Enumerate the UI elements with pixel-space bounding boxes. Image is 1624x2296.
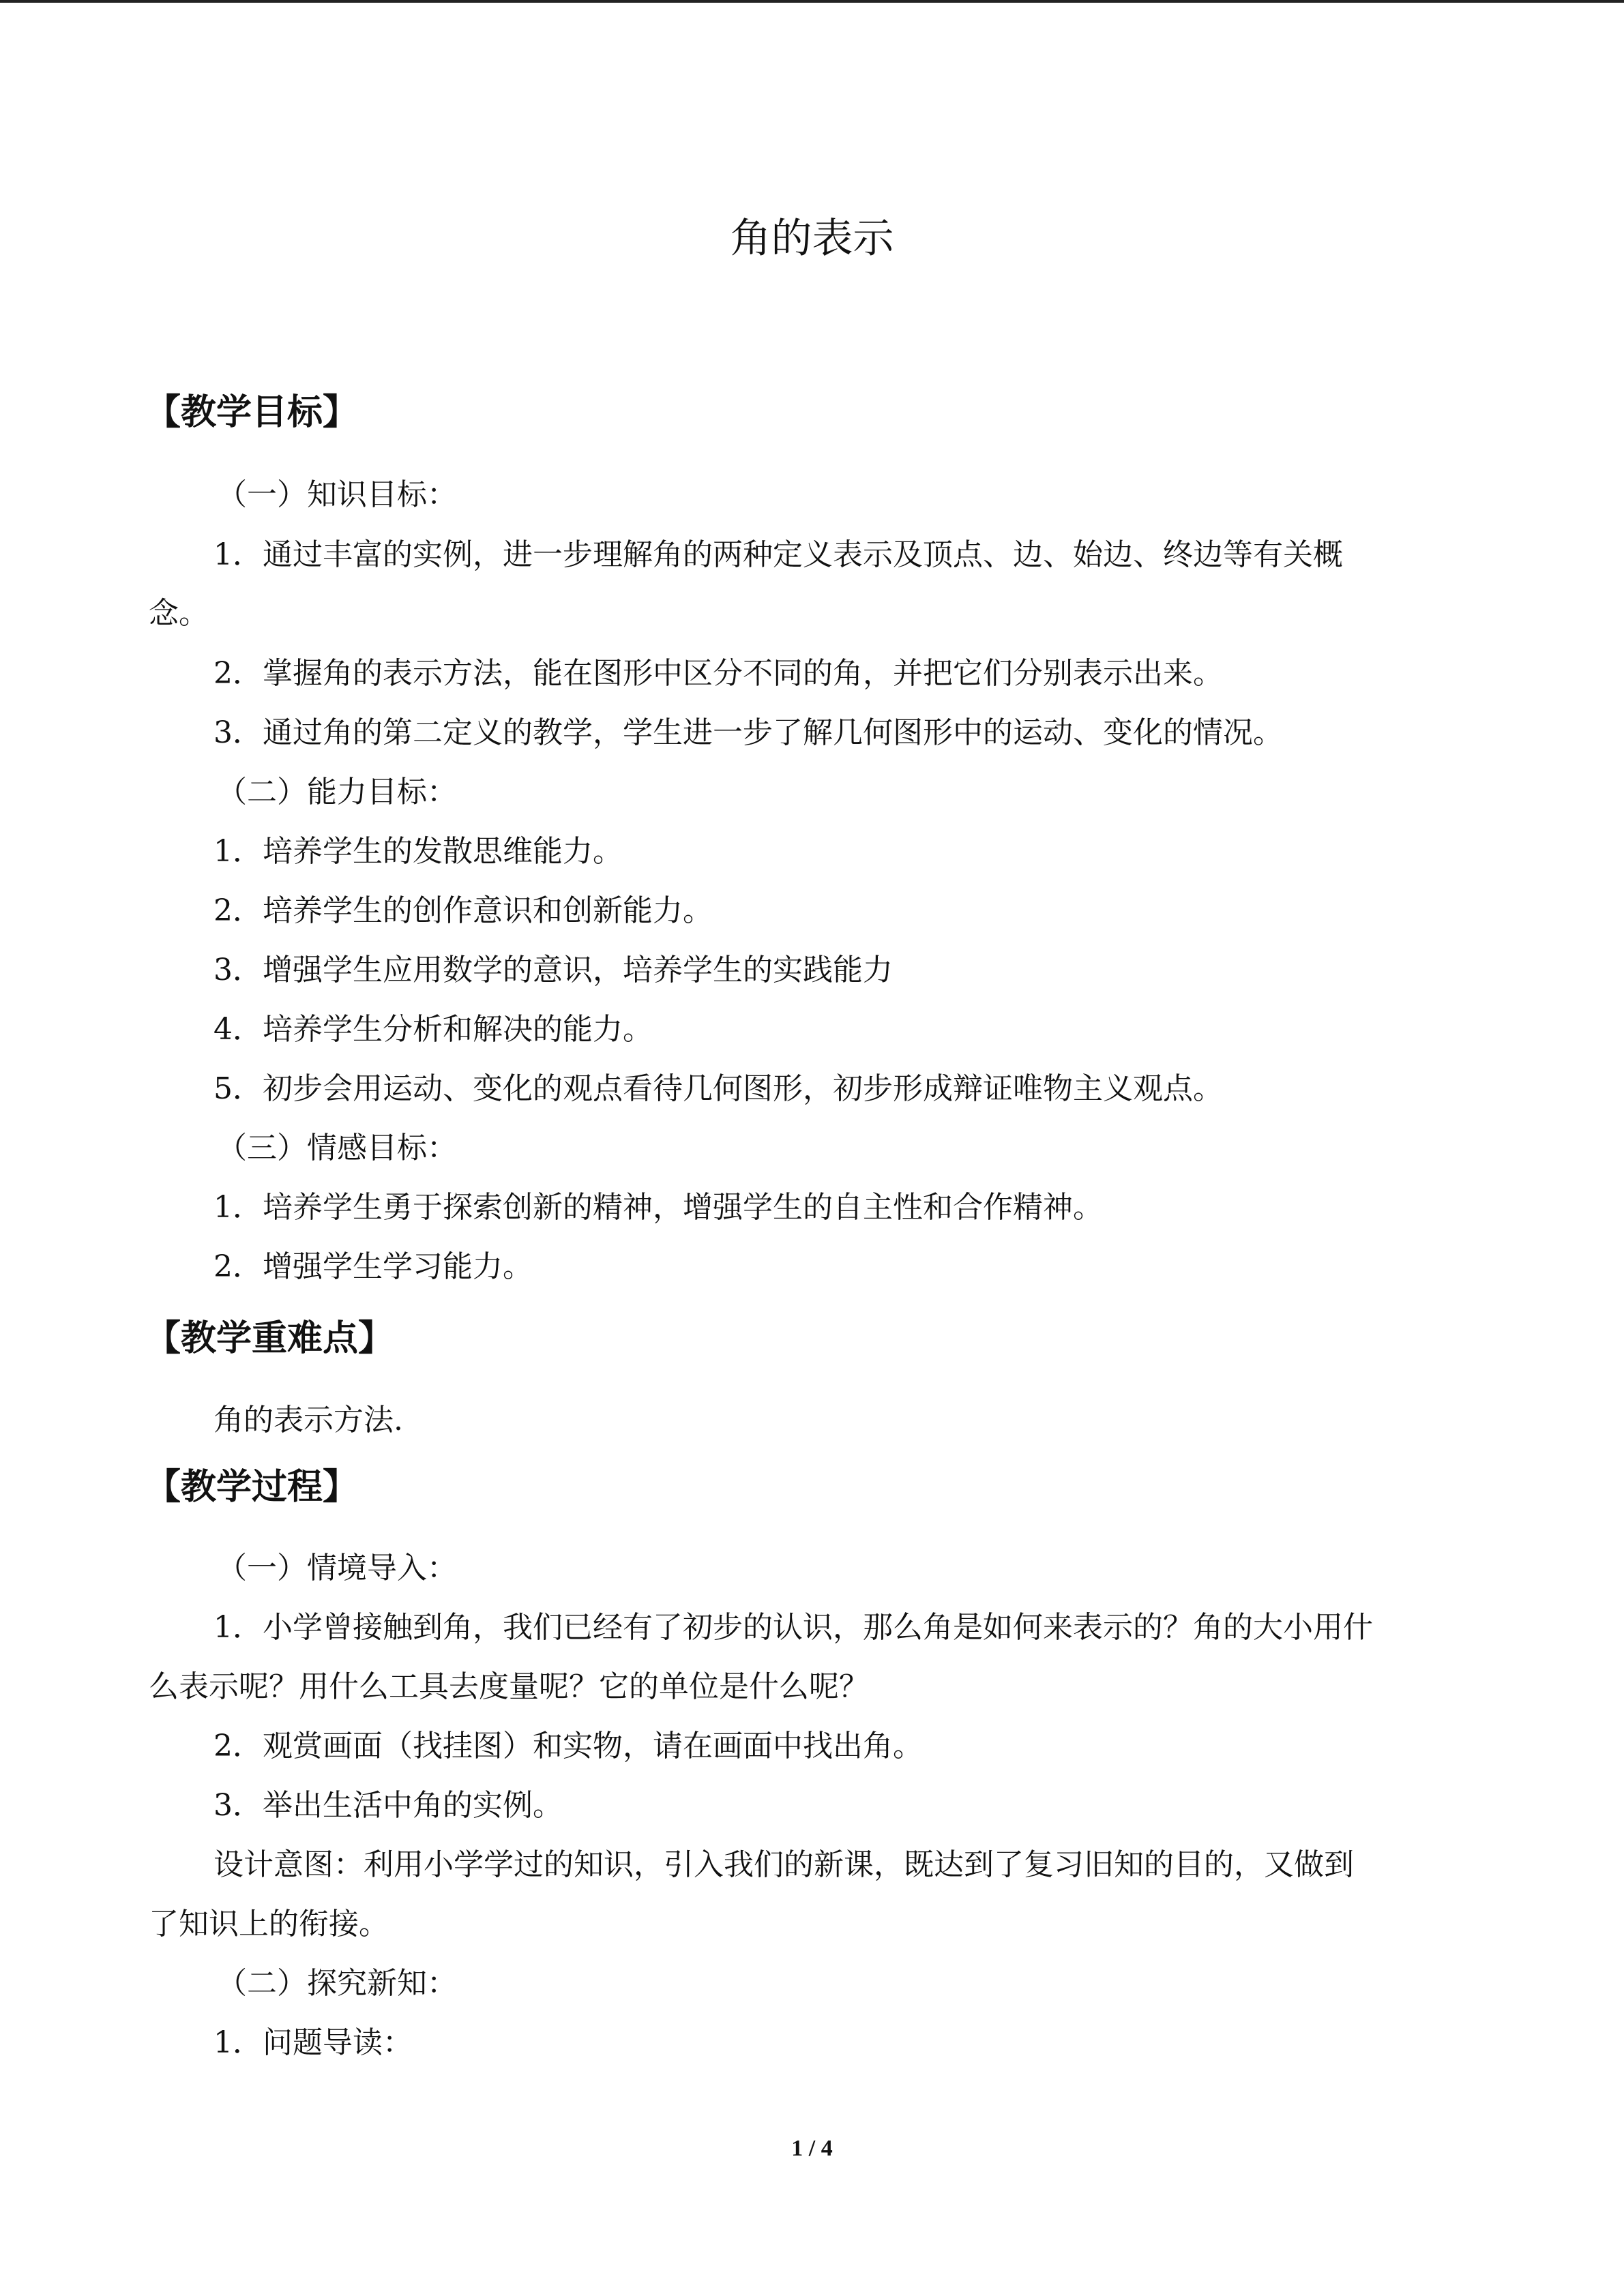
document-title: 角的表示	[730, 215, 894, 263]
emotion-item-1: 1．培养学生勇于探索创新的精神，增强学生的自主性和合作精神。	[213, 1190, 1103, 1225]
knowledge-objectives-label: （一）知识目标：	[217, 477, 457, 512]
ability-item-2: 2．培养学生的创作意识和创新能力。	[213, 893, 713, 928]
intro-item-1-continued: 么表示呢？用什么工具去度量呢？它的单位是什么呢？	[149, 1669, 869, 1704]
explore-item-1: 1．问题导读：	[213, 2025, 413, 2060]
knowledge-item-1: 1．通过丰富的实例，进一步理解角的两种定义表示及顶点、边、始边、终边等有关概	[213, 537, 1343, 572]
emotion-item-2: 2．增强学生学习能力。	[213, 1249, 533, 1284]
intro-label: （一）情境导入：	[217, 1551, 457, 1585]
key-points-text: 角的表示方法.	[213, 1403, 403, 1437]
knowledge-item-2: 2．掌握角的表示方法，能在图形中区分不同的角，并把它们分别表示出来。	[213, 656, 1223, 691]
knowledge-item-3: 3．通过角的第二定义的教学，学生进一步了解几何图形中的运动、变化的情况。	[213, 715, 1283, 750]
ability-item-4: 4．培养学生分析和解决的能力。	[213, 1012, 653, 1047]
section-heading-objectives: 【教学目标】	[145, 392, 359, 433]
section-heading-key-points: 【教学重难点】	[145, 1318, 394, 1359]
ability-item-5: 5．初步会用运动、变化的观点看待几何图形，初步形成辩证唯物主义观点。	[213, 1071, 1223, 1106]
intro-item-3: 3．举出生活中角的实例。	[213, 1788, 563, 1823]
knowledge-item-1-continued: 念。	[149, 596, 209, 631]
intro-item-2: 2．观赏画面（找挂图）和实物，请在画面中找出角。	[213, 1729, 923, 1763]
top-border-rule	[0, 0, 1624, 3]
intro-item-1: 1．小学曾接触到角，我们已经有了初步的认识，那么角是如何来表示的？角的大小用什	[213, 1610, 1373, 1645]
emotion-objectives-label: （三）情感目标：	[217, 1131, 457, 1165]
ability-objectives-label: （二）能力目标：	[217, 775, 457, 809]
section-heading-process: 【教学过程】	[145, 1467, 359, 1508]
design-intent-continued: 了知识上的衔接。	[149, 1907, 389, 1941]
design-intent: 设计意图：利用小学学过的知识，引入我们的新课，既达到了复习旧知的目的，又做到	[213, 1847, 1354, 1882]
explore-label: （二）探究新知：	[217, 1966, 457, 2001]
page-number: 1 / 4	[791, 2136, 833, 2161]
ability-item-3: 3．增强学生应用数学的意识，培养学生的实践能力	[213, 953, 893, 987]
ability-item-1: 1．培养学生的发散思维能力。	[213, 834, 623, 869]
